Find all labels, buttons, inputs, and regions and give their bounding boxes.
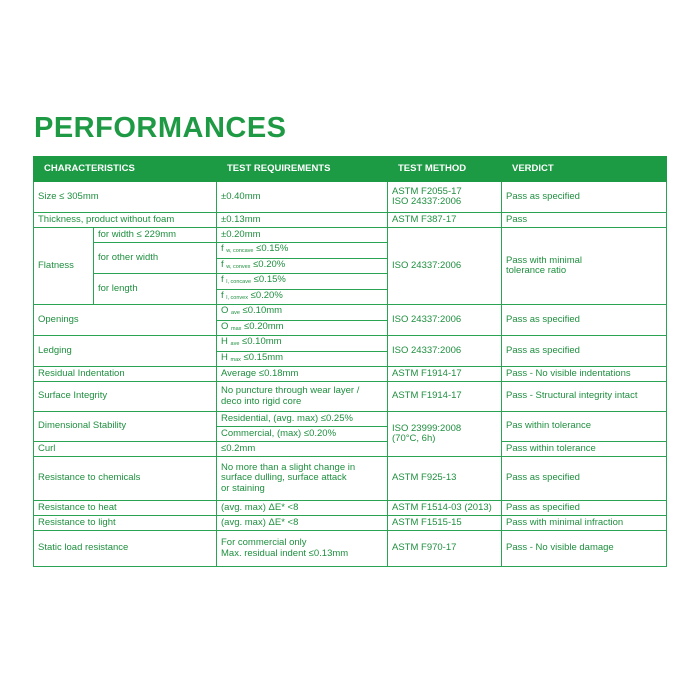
verdict-flatness-line2: tolerance ratio <box>506 265 567 276</box>
table-row <box>34 501 667 516</box>
row-label-thickness: Thickness, product without foam <box>34 213 217 228</box>
verdict-openings: Pass as specified <box>502 305 667 336</box>
table-row <box>34 382 667 412</box>
table-row <box>34 305 667 321</box>
verdict-size: Pass as specified <box>502 182 667 213</box>
method-dimensional <box>388 412 502 457</box>
subscript: ave <box>230 341 240 347</box>
method-dimensional-line1: ISO 23999:2008 <box>392 422 462 434</box>
req-openings-max <box>217 320 388 336</box>
req-openings-ave <box>217 305 388 321</box>
req-residual: Average ≤0.18mm <box>217 367 388 382</box>
header-test-requirements: TEST REQUIREMENTS <box>217 157 388 182</box>
method-flatness: ISO 24337:2006 <box>388 228 502 305</box>
verdict-thickness: Pass <box>502 213 667 228</box>
table-row <box>34 412 667 427</box>
req-surface <box>217 382 388 412</box>
value: ≤0.10mm <box>239 336 282 347</box>
req-flatness-width-small: ±0.20mm <box>217 228 388 243</box>
row-label-dimensional: Dimensional Stability <box>34 412 217 442</box>
value: ≤0.15% <box>253 243 289 254</box>
verdict-chemicals: Pass as specified <box>502 457 667 501</box>
method-residual: ASTM F1914-17 <box>388 367 502 382</box>
row-label-openings: Openings <box>34 305 217 336</box>
req-chemicals-line1: No more than a slight change in <box>221 461 356 473</box>
flatness-length-label: for length <box>94 274 217 305</box>
req-thickness: ±0.13mm <box>217 213 388 228</box>
req-ledging-max <box>217 351 388 367</box>
req-dimensional-residential: Residential, (avg. max) ≤0.25% <box>217 412 388 427</box>
value: ≤0.10mm <box>239 305 283 316</box>
header-characteristics: CHARACTERISTICS <box>34 157 217 182</box>
verdict-heat: Pass as specified <box>502 501 667 516</box>
verdict-static: Pass - No visible damage <box>502 531 667 567</box>
row-label-surface: Surface Integrity <box>34 382 217 412</box>
subscript: w, convex <box>226 263 251 270</box>
req-size: ±0.40mm <box>217 182 388 213</box>
verdict-dimensional: Pas within tolerance <box>502 412 667 442</box>
req-chemicals-line3: or staining <box>221 482 265 494</box>
table-row <box>34 228 667 243</box>
method-openings: ISO 24337:2006 <box>388 305 502 336</box>
header-test-method: TEST METHOD <box>388 157 502 182</box>
verdict-light: Pass with minimal infraction <box>502 516 667 531</box>
symbol-o: O <box>221 320 229 332</box>
row-label-flatness: Flatness <box>34 228 94 305</box>
subscript: max <box>231 325 242 332</box>
subscript: l, convex <box>226 294 248 301</box>
flatness-other-width-label: for other width <box>94 243 217 274</box>
method-static: ASTM F970-17 <box>388 531 502 567</box>
symbol-f: f <box>221 289 224 301</box>
table-row <box>34 367 667 382</box>
value: ≤0.20% <box>248 289 283 301</box>
symbol-f: f <box>221 274 224 285</box>
verdict-ledging: Pass as specified <box>502 336 667 367</box>
method-heat: ASTM F1514-03 (2013) <box>388 501 502 516</box>
verdict-curl: Pass within tolerance <box>502 442 667 457</box>
table-row <box>34 336 667 352</box>
req-dimensional-commercial: Commercial, (max) ≤0.20% <box>217 427 388 442</box>
value: ≤0.15% <box>251 274 286 285</box>
page-title: PERFORMANCES <box>34 112 287 144</box>
req-chemicals-line2: surface dulling, surface attack <box>221 472 347 484</box>
symbol-h: H <box>221 336 228 347</box>
value: ≤0.20mm <box>241 320 284 332</box>
symbol-f: f <box>221 243 224 254</box>
req-static-line2: Max. residual indent ≤0.13mm <box>221 547 349 559</box>
row-label-size: Size ≤ 305mm <box>34 182 217 213</box>
method-size <box>388 182 502 213</box>
method-thickness: ASTM F387-17 <box>388 213 502 228</box>
row-label-ledging: Ledging <box>34 336 217 367</box>
row-label-heat: Resistance to heat <box>34 501 217 516</box>
verdict-flatness <box>502 228 667 305</box>
symbol-h: H <box>221 351 228 363</box>
req-surface-line1: No puncture through wear layer / <box>221 385 360 396</box>
table-header-row <box>34 157 667 182</box>
header-verdict: VERDICT <box>502 157 667 182</box>
req-flatness-w-convex <box>217 258 388 274</box>
table-row <box>34 213 667 228</box>
verdict-residual: Pass - No visible indentations <box>502 367 667 382</box>
method-size-line1: ASTM F2055-17 <box>392 185 462 197</box>
subscript: max <box>230 356 241 363</box>
subscript: ave <box>231 310 240 316</box>
req-flatness-l-concave <box>217 274 388 290</box>
table-row <box>34 457 667 501</box>
value: ≤0.15mm <box>240 351 284 363</box>
method-surface: ASTM F1914-17 <box>388 382 502 412</box>
req-chemicals <box>217 457 388 501</box>
table-row <box>34 531 667 567</box>
req-static-line1: For commercial only <box>221 537 307 548</box>
method-light: ASTM F1515-15 <box>388 516 502 531</box>
method-dimensional-line2: (70°C, 6h) <box>392 433 436 444</box>
subscript: l, concave <box>226 279 252 285</box>
row-label-light: Resistance to light <box>34 516 217 531</box>
symbol-f: f <box>221 258 224 270</box>
row-label-chemicals: Resistance to chemicals <box>34 457 217 501</box>
req-ledging-ave <box>217 336 388 352</box>
row-label-static: Static load resistance <box>34 531 217 567</box>
verdict-surface: Pass - Structural integrity intact <box>502 382 667 412</box>
symbol-o: O <box>221 305 229 316</box>
table-row <box>34 182 667 213</box>
subscript: w, concave <box>226 248 254 254</box>
method-ledging: ISO 24337:2006 <box>388 336 502 367</box>
verdict-flatness-line1: Pass with minimal <box>506 254 583 266</box>
req-surface-line2: deco into rigid core <box>221 395 302 407</box>
table-row <box>34 442 667 457</box>
req-heat: (avg. max) ΔE* <8 <box>217 501 388 516</box>
req-curl: ≤0.2mm <box>217 442 388 457</box>
row-label-residual: Residual Indentation <box>34 367 217 382</box>
flatness-width-small-label: for width ≤ 229mm <box>94 228 217 243</box>
performance-table <box>33 156 667 567</box>
method-size-line2: ISO 24337:2006 <box>392 196 462 207</box>
req-flatness-l-convex <box>217 289 388 305</box>
row-label-curl: Curl <box>34 442 217 457</box>
req-light: (avg. max) ΔE* <8 <box>217 516 388 531</box>
req-flatness-w-concave <box>217 243 388 259</box>
method-chemicals: ASTM F925-13 <box>388 457 502 501</box>
value: ≤0.20% <box>250 258 286 270</box>
table-row <box>34 516 667 531</box>
req-static <box>217 531 388 567</box>
